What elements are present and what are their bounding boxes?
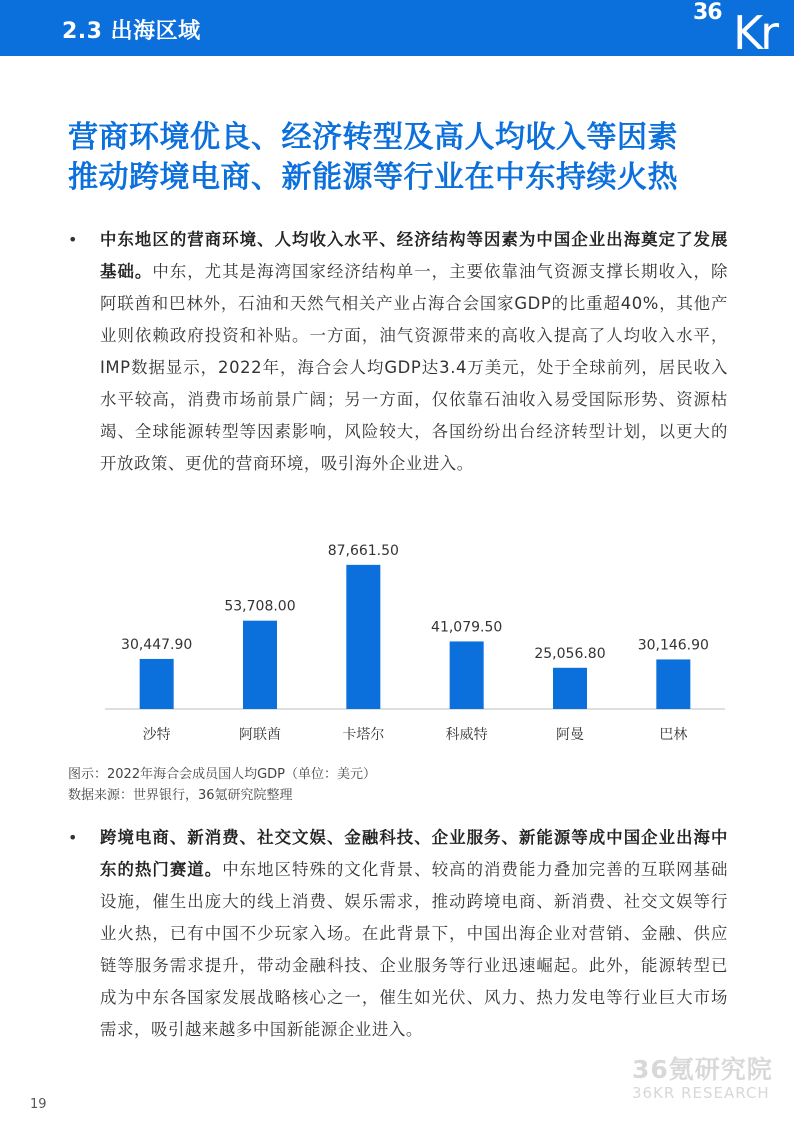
36kr-research-watermark bbox=[632, 1057, 773, 1101]
bullet-marker: • bbox=[68, 828, 78, 847]
bar-5 bbox=[553, 668, 587, 709]
page-headline bbox=[68, 118, 748, 198]
data-label-5: 25,056.80 bbox=[534, 645, 606, 662]
bar-2 bbox=[243, 621, 277, 709]
category-label-2: 阿联酋 bbox=[239, 727, 281, 743]
bar-1 bbox=[140, 659, 174, 709]
bullet-paragraph-2 bbox=[68, 822, 728, 1046]
chart-canvas bbox=[105, 525, 725, 755]
watermark-cn: 36氪研究院 bbox=[632, 1055, 773, 1084]
paragraph-body: 中东，尤其是海湾国家经济结构单一，主要依靠油气资源支撑长期收入，除阿联酋和巴林外，石油和天然气相关产业占海合会国家GDP的比重超40%，其他产业则依赖政府投资和补贴。一方面，油气资源带来的高收入提高了人均收入水平，IMP数据显示，2022年，海合会人均GDP达3.4万美元，处于全球前列，居民收入水平较高，消费市场前景广阔；另一方面，仅依靠石油收入易受国际形势、资源枯竭、全球能源转型等因素影响，风险较大，各国纷纷出台经济转型计划，以更大的开放政策、更优的营商环境，吸引海外企业进入。 bbox=[100, 262, 728, 473]
headline-line-1: 营商环境优良、经济转型及高人均收入等因素 bbox=[68, 120, 678, 155]
gdp-bar-chart bbox=[105, 525, 725, 755]
logo-36-text: 36 bbox=[693, 0, 722, 25]
figure-caption: 图示：2022年海合会成员国人均GDP（单位：美元） bbox=[68, 767, 377, 782]
logo-kr-text: Kr bbox=[733, 6, 777, 60]
section-label: 2.3 出海区域 bbox=[62, 19, 201, 44]
chart-caption bbox=[68, 764, 376, 806]
category-label-3: 卡塔尔 bbox=[342, 727, 385, 743]
paragraph-body: 中东地区特殊的文化背景、较高的消费能力叠加完善的互联网基础设施，催生出庞大的线上消费、娱乐需求，推动跨境电商、新消费、社交文娱等行业火热，已有中国不少玩家入场。在此背景下，中国出海企业对营销、金融、供应链等服务需求提升，带动金融科技、企业服务等行业迅速崛起。此外，能源转型已成为中东各国家发展战略核心之一，催生如光伏、风力、热力发电等行业巨大市场需求，吸引越来越多中国新能源企业进入。 bbox=[100, 860, 728, 1039]
bar-4 bbox=[450, 641, 484, 709]
data-label-6: 30,146.90 bbox=[637, 637, 709, 654]
paragraph-lead: 跨境电商、新消费、社交文娱、金融科技、企业服务、新能源等成中国企业出海中东的热门赛道。 bbox=[100, 828, 728, 879]
category-label-5: 阿曼 bbox=[556, 727, 584, 743]
data-label-4: 41,079.50 bbox=[431, 619, 503, 636]
header-bar bbox=[0, 0, 794, 60]
bar-6 bbox=[656, 659, 690, 709]
bullet-marker: • bbox=[68, 230, 78, 249]
category-label-1: 沙特 bbox=[142, 727, 171, 743]
paragraph-lead: 中东地区的营商环境、人均收入水平、经济结构等因素为中国企业出海奠定了发展基础。 bbox=[100, 230, 728, 281]
data-label-1: 30,447.90 bbox=[121, 636, 193, 653]
bullet-paragraph-1 bbox=[68, 224, 728, 480]
headline-line-2: 推动跨境电商、新能源等行业在中东持续火热 bbox=[68, 160, 678, 195]
paragraph-text bbox=[100, 822, 728, 1046]
category-label-6: 巴林 bbox=[659, 727, 688, 743]
watermark-en: 36KR RESEARCH bbox=[632, 1084, 770, 1102]
data-label-3: 87,661.50 bbox=[327, 542, 399, 559]
data-source: 数据来源：世界银行，36氪研究院整理 bbox=[68, 788, 293, 803]
category-label-4: 科威特 bbox=[445, 727, 488, 743]
page-number: 19 bbox=[30, 1097, 47, 1112]
paragraph-text bbox=[100, 224, 728, 480]
bar-3 bbox=[346, 565, 380, 709]
data-label-2: 53,708.00 bbox=[224, 598, 296, 615]
